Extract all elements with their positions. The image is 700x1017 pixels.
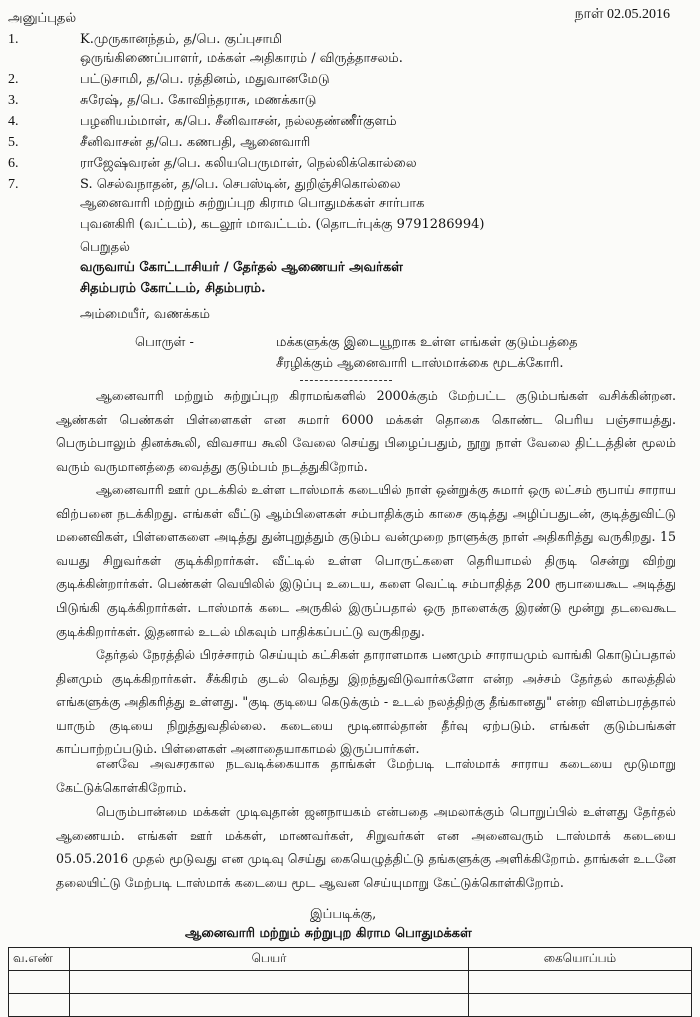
sender-name: சீனிவாசன் த/பெ. கணபதி, ஆனைவாரி [80, 135, 311, 150]
body-text: ஆனைவாரி ஊர் முடக்கில் உள்ள டாஸ்மாக் கடையில் நாள் ஒன்றுக்கு சுமார் ஒரு லட்சம் ரூபாய் சாராய விற்பனை நடக்கிறது. எங்கள் வீட்டு ஆம்பிளைகள் சம்பாதிக்கும் காசை குடித்து அழிப்பதுடன், குடித்துவிட்டு மனைவிகள், பிள்ளைகளை அடித்து துன்புறுத்தும் குடும்ப வன்முறை நாளுக்கு நாள் அதிகரித்து வருகிறது. 15 வயது சிறுவர்கள் குடிக்கிறார்கள். வீட்டில் உள்ள பொருட்களை தெரியாமல் திருடி சென்று விற்று குடிக்கின்றார்கள். பெண்கள் வெயிலில் இடுப்பு உடைய, களை வெட்டி சம்பாதித்த 200 ரூபாயைகூட அடித்து பிடுங்கி குடிக்கிறார்கள். டாஸ்மாக் கடை அருகில் இருப்பதால் ஒரு நாளைக்கு இரண்டு மூன்று தடவைகூட குடிக்கிறார்கள். இதனால் உடல் மிகவும் பாதிக்கப்பட்டு வருகிறது. [56, 482, 676, 639]
sender-7 [0, 174, 700, 195]
subject-label: பொருள் - [135, 335, 194, 350]
subject-line-2: சீரழிக்கும் ஆனைவாரி டாஸ்மாக்கை மூடக்கோரி. [276, 356, 564, 371]
signature-table [8, 947, 692, 1017]
sender-1-role: ஒருங்கிணைப்பாளர், மக்கள் அதிகாரம் / விருத்தாசலம். [80, 51, 403, 66]
table-header-name: பெயர் [70, 948, 469, 971]
table-cell [469, 971, 692, 994]
subject-separator [300, 380, 392, 381]
sender-6 [0, 153, 700, 174]
body-paragraph-3 [56, 643, 676, 761]
sender-number: 6. [8, 156, 19, 171]
body-text: பெரும்பான்மை மக்கள் முடிவுதான் ஜனநாயகம் என்பதை அமலாக்கும் பொறுப்பில் உள்ளது தேர்தல் ஆணையம். எங்கள் ஊர் மக்கள், மாணவர்கள், சிறுவர்கள் என அனைவரும் டாஸ்மாக் கடையை 05.05.2016 முதல் மூடுவது என முடிவு செய்து கையெழுத்திட்டு தங்களுக்கு அளிக்கிறோம். தாங்கள் உடனே தலையிட்டு மேற்படி டாஸ்மாக் கடையை மூட ஆவன செய்யுமாறு கேட்டுக்கொள்கிறோம். [56, 804, 676, 890]
recipient-address: சிதம்பரம் கோட்டம், சிதம்பரம். [80, 281, 266, 296]
sender-4 [0, 111, 700, 132]
body-text: ஆனைவாரி மற்றும் சுற்றுப்புற கிராமங்களில் 2000க்கும் மேற்பட்ட குடும்பங்கள் வசிக்கின்றன. ஆண்கள் பெண்கள் பிள்ளைகள் என சுமார் 6000 மக்கள் தொகை கொண்ட பெரிய பஞ்சாயத்து. பெரும்பாலும் தினக்கூலி, விவசாய கூலி வேலை செய்து பிழைப்பதும், நூறு நாள் வேலை திட்டத்தின் மூலம் வரும் வருமானத்தை வைத்து குடும்பம் நடத்துகிறோம். [56, 388, 676, 474]
letter-date: நாள் 02.05.2016 [574, 7, 670, 22]
sender-number: 1. [8, 32, 19, 47]
sender-name: பழனியம்மாள், க/பெ. சீனிவாசன், நல்லதண்ணீர்குளம் [80, 114, 397, 129]
sender-name: K.முருகானந்தம், த/பெ. குப்புசாமி [80, 32, 283, 47]
sender-name: S. செல்வநாதன், த/பெ. செபஸ்டின், துறிஞ்சிகொல்லை [80, 177, 401, 192]
table-cell [70, 994, 469, 1017]
body-paragraph-2 [56, 478, 676, 643]
table-row [9, 971, 692, 994]
body-text: எனவே அவசரகால நடவடிக்கையாக தாங்கள் மேற்படி டாஸ்மாக் சாராய கடையை மூடுமாறு கேட்டுக்கொள்கிறோம். [56, 756, 676, 795]
sender-name: சுரேஷ், த/பெ. கோவிந்தராசு, மணக்காடு [80, 93, 317, 108]
table-row [9, 994, 692, 1017]
table-cell [9, 994, 70, 1017]
table-header-serial: வ.எண் [9, 948, 70, 971]
from-label: அனுப்புதல் [8, 11, 77, 26]
recipient-label: பெறுதல் [80, 240, 130, 255]
table-header-signature: கையொப்பம் [469, 948, 692, 971]
sender-1 [0, 29, 700, 50]
body-paragraph-5 [56, 800, 676, 894]
sender-5 [0, 132, 700, 153]
salutation: அம்மையீர், வணக்கம் [80, 307, 210, 322]
sender-2 [0, 69, 700, 90]
sender-name: ராஜேஷ்வரன் த/பெ. கலியபெருமாள், நெல்லிக்கொல்லை [80, 156, 417, 171]
table-cell [9, 971, 70, 994]
table-header-row [9, 948, 692, 971]
recipient-title: வருவாய் கோட்டாசியர் / தேர்தல் ஆணையர் அவர்கள் [80, 260, 403, 275]
sender-number: 4. [8, 114, 19, 129]
sender-footer-line: ஆனைவாரி மற்றும் சுற்றுப்புற கிராம பொதுமக்கள் சார்பாக [80, 196, 425, 211]
sender-number: 2. [8, 72, 19, 87]
sender-number: 5. [8, 135, 19, 150]
body-paragraph-4 [56, 752, 676, 799]
sender-name: பட்டுசாமி, த/பெ. ரத்தினம், மதுவானமேடு [80, 72, 330, 87]
closing-line: இப்படிக்கு, [310, 907, 377, 922]
table-cell [70, 971, 469, 994]
subject-line-1: மக்களுக்கு இடையூறாக உள்ள எங்கள் குடும்பத்தை [276, 335, 578, 350]
sender-footer-contact: புவனகிரி (வட்டம்), கடலூர் மாவட்டம். (தொடர்புக்கு 9791286994) [80, 217, 485, 232]
sender-3 [0, 90, 700, 111]
closing-signatories: ஆனைவாரி மற்றும் சுற்றுபுற கிராம பொதுமக்கள் [185, 926, 472, 941]
sender-number: 7. [8, 177, 19, 192]
body-text: தேர்தல் நேரத்தில் பிரச்சாரம் செய்யும் கட்சிகள் தாராளமாக பணமும் சாராயமும் வாங்கி கொடுப்பதால் தினமும் குடிக்கிறார்கள். சீக்கிரம் குடல் வெந்து இறந்துவிடுவார்களோ என்ற அச்சம் தேர்தல் காலத்தில் எங்களுக்கு அதிகரித்து உள்ளது. "குடி குடியை கெடுக்கும் - உடல் நலத்திற்கு தீங்கானது" என்ற விளம்பரத்தால் யாரும் குடியை நிறுத்துவதில்லை. கடையை மூடினால்தான் தீர்வு ஏற்படும். எங்கள் குடும்பங்கள் காப்பாற்றப்படும். பிள்ளைகள் அனாதையாகாமல் இருப்பார்கள். [56, 647, 676, 757]
sender-number: 3. [8, 93, 19, 108]
table-cell [469, 994, 692, 1017]
body-paragraph-1 [56, 384, 676, 478]
